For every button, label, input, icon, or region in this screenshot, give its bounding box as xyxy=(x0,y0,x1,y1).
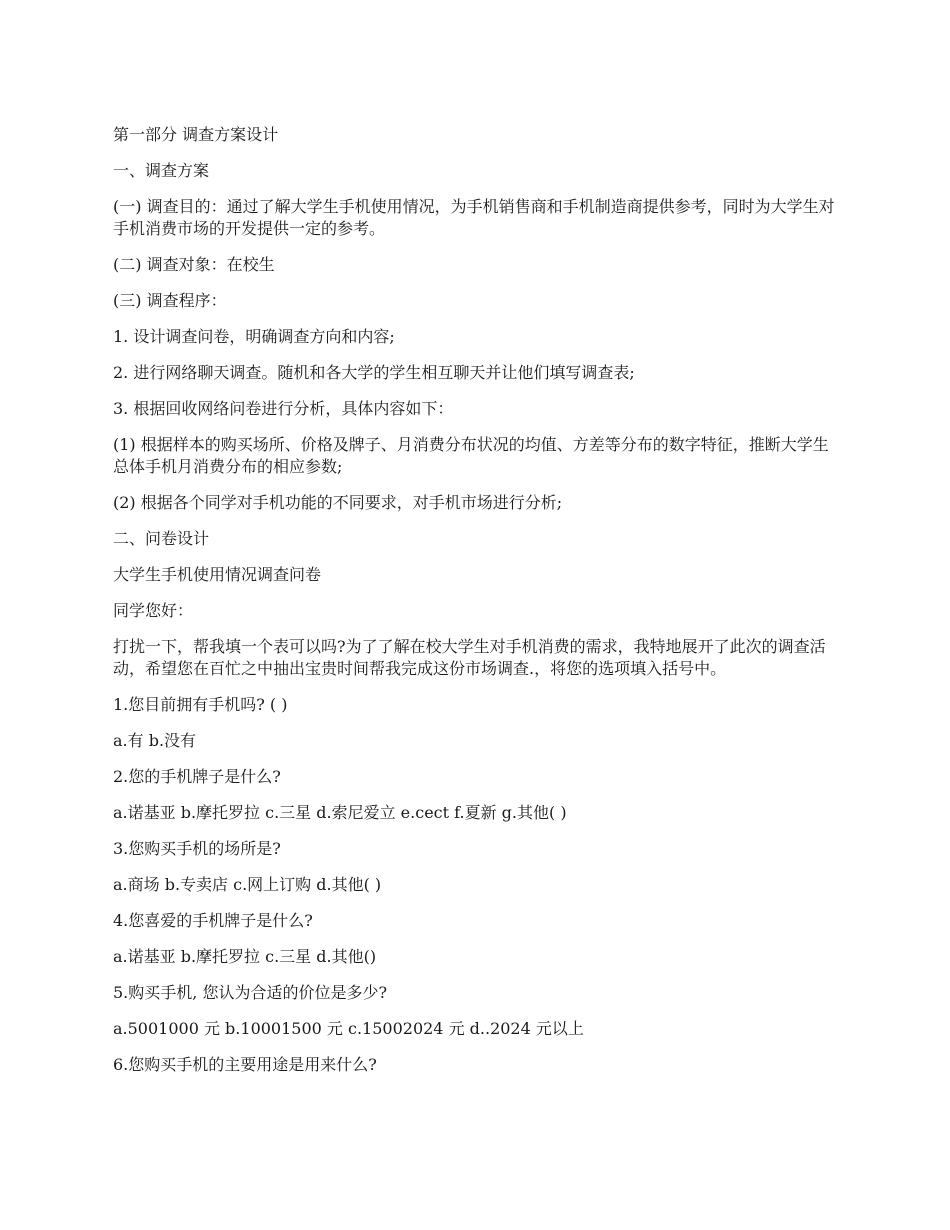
question-1: 1.您目前拥有手机吗? ( ) xyxy=(113,695,288,714)
question-3: 3.您购买手机的场所是? xyxy=(113,839,281,858)
analysis-item-1: (1) 根据样本的购买场所、价格及牌子、月消费分布状况的均值、方差等分布的数字特征，推断大学生总体手机月消费分布的相应参数; xyxy=(113,435,829,476)
question-5: 5.购买手机, 您认为合适的价位是多少? xyxy=(113,983,388,1002)
question-2: 2.您的手机牌子是什么? xyxy=(113,767,281,786)
question-5-options: a.5001000 元 b.10001500 元 c.15002024 元 d..2024 元以上 xyxy=(113,1019,584,1038)
document-body xyxy=(113,124,843,1090)
procedure-step-2: 2. 进行网络聊天调查。随机和各大学的学生相互聊天并让他们填写调查表; xyxy=(113,363,635,382)
greeting: 同学您好： xyxy=(113,601,194,620)
analysis-item-2: (2) 根据各个同学对手机功能的不同要求，对手机市场进行分析; xyxy=(113,493,563,512)
procedure-step-1: 1. 设计调查问卷，明确调查方向和内容; xyxy=(113,327,395,346)
question-4: 4.您喜爱的手机牌子是什么? xyxy=(113,911,313,930)
part-heading: 第一部分 调查方案设计 xyxy=(113,125,279,144)
procedure-step-3: 3. 根据回收网络问卷进行分析，具体内容如下： xyxy=(113,399,454,418)
question-4-options: a.诺基亚 b.摩托罗拉 c.三星 d.其他() xyxy=(113,947,377,966)
survey-subject: (二) 调查对象：在校生 xyxy=(113,255,275,274)
question-6: 6.您购买手机的主要用途是用来什么? xyxy=(113,1055,377,1074)
section-heading-survey-plan: 一、调查方案 xyxy=(113,161,210,180)
question-2-options: a.诺基亚 b.摩托罗拉 c.三星 d.索尼爱立 e.cect f.夏新 g.其他( ) xyxy=(113,803,567,822)
questionnaire-title: 大学生手机使用情况调查问卷 xyxy=(113,565,322,584)
intro-paragraph: 打扰一下，帮我填一个表可以吗?为了了解在校大学生对手机消费的需求，我特地展开了此次的调查活动，希望您在百忙之中抽出宝贵时间帮我完成这份市场调查.，将您的选项填入括号中。 xyxy=(113,637,826,678)
survey-procedure-heading: (三) 调查程序： xyxy=(113,291,227,310)
question-3-options: a.商场 b.专卖店 c.网上订购 d.其他( ) xyxy=(113,875,382,894)
question-1-options: a.有 b.没有 xyxy=(113,731,197,750)
section-heading-questionnaire: 二、问卷设计 xyxy=(113,529,210,548)
survey-purpose: (一) 调查目的：通过了解大学生手机使用情况，为手机销售商和手机制造商提供参考，同时为大学生对手机消费市场的开发提供一定的参考。 xyxy=(113,197,835,238)
